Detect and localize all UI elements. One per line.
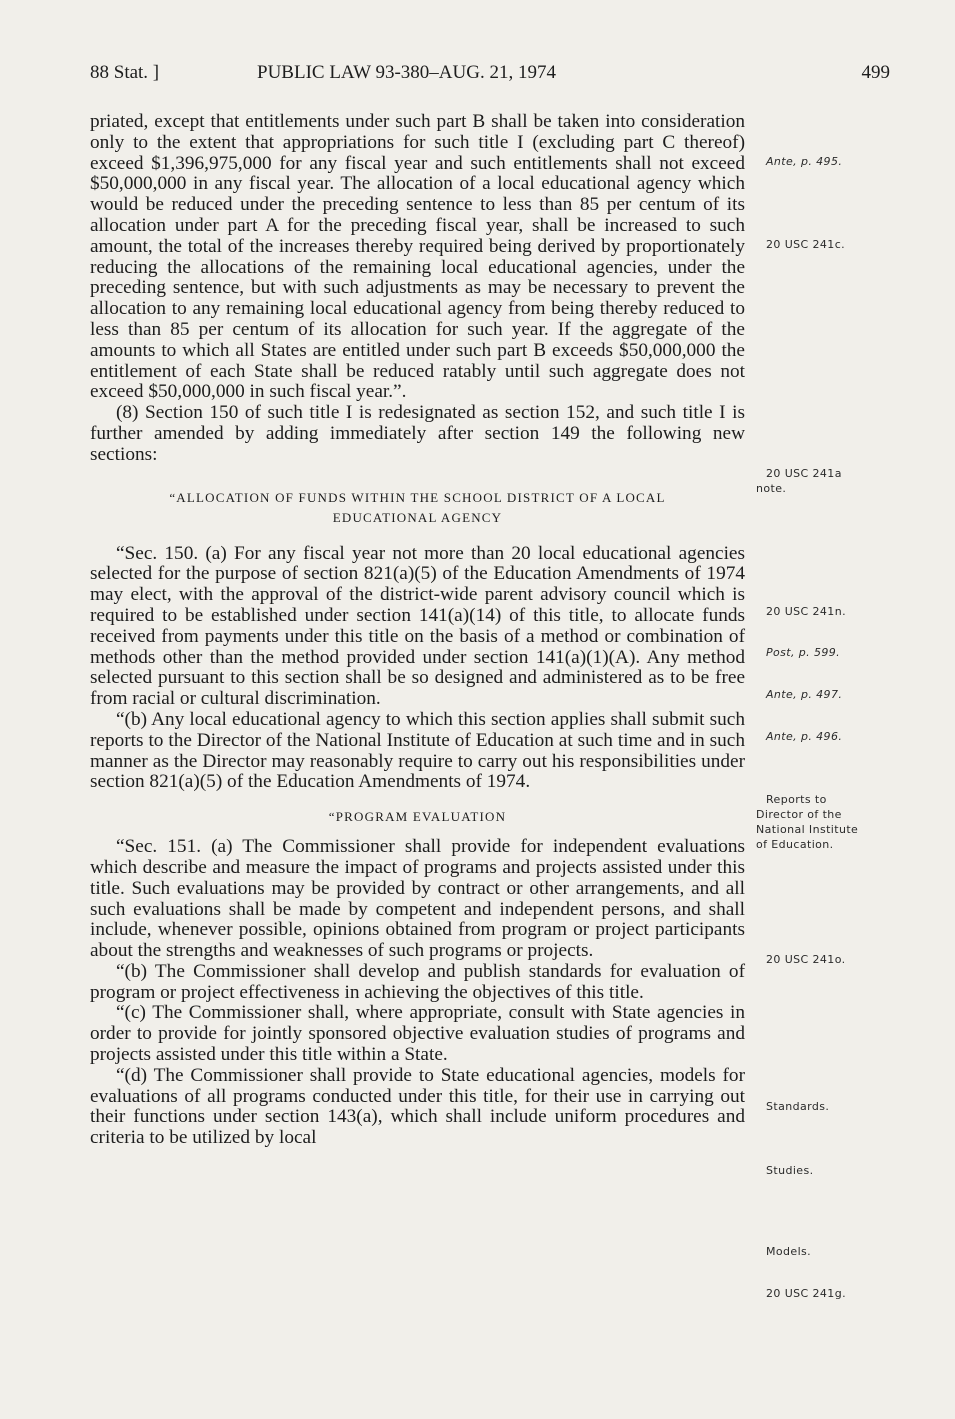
statute-body bbox=[90, 112, 745, 1149]
margin-note: Post, p. 599. bbox=[766, 646, 841, 659]
margin-note: 20 USC 241g. bbox=[766, 1287, 846, 1300]
margin-note: Standards. bbox=[766, 1100, 830, 1113]
margin-note: 20 USC 241n. bbox=[766, 605, 846, 618]
section-heading-allocation-line2: EDUCATIONAL AGENCY bbox=[332, 509, 503, 525]
margin-note: 20 USC 241c. bbox=[766, 238, 846, 251]
margin-note: Ante, p. 497. bbox=[766, 688, 843, 701]
page-number: 499 bbox=[861, 62, 890, 83]
paragraph-sec-151-a: “Sec. 151. (a) The Commissioner shall provide for independent evaluations which describe and measure the impact of programs and projects assisted under this title. Such evaluations may be provided by contract or other arrangements, and all such evaluations shall be made by competent and independent persons, and shall include, whenever possible, opinions obtained from program or project participants about the strengths and weaknesses of such programs or projects. bbox=[90, 836, 745, 962]
paragraph-sec-151-c: “(c) The Commissioner shall, where appropriate, consult with State agencies in order to provide for jointly sponsored objective evaluation studies of programs and projects assisted under this title within a State. bbox=[90, 1002, 745, 1066]
paragraph-sec-150-b: “(b) Any local educational agency to which this section applies shall submit such reports to the Director of the National Institute of Education at such time and in such manner as the Director may reasonably require to carry out his responsibilities under section 821(a)(5) of the Education Amendments of 1974. bbox=[90, 708, 745, 793]
paragraph-sec-150-a: “Sec. 150. (a) For any fiscal year not more than 20 local educational agencies selected for the purpose of section 821(a)(5) of the Education Amendments of 1974 may elect, with the approval of the district-wide parent advisory council which is required to be established under section 141(a)(14) of this title, to allocate funds received from payments under this title on the basis of a method or combination of methods other than the method provided under section 141(a)(1)(A). Any method selected pursuant to this section shall be so designed and administered as to be free from racial or cultural discrimination. bbox=[90, 542, 745, 710]
margin-note: Reports to Director of the National Institute of Education. bbox=[756, 793, 859, 851]
running-header bbox=[90, 62, 890, 88]
header-title: PUBLIC LAW 93-380–AUG. 21, 1974 bbox=[257, 62, 556, 83]
section-heading-allocation-line1: “ALLOCATION OF FUNDS WITHIN THE SCHOOL DISTRICT OF A LOCAL bbox=[169, 489, 666, 505]
margin-note: Ante, p. 496. bbox=[766, 730, 843, 743]
margin-note: Studies. bbox=[766, 1164, 814, 1177]
margin-note: 20 USC 241o. bbox=[766, 953, 846, 966]
volume-reference: 88 Stat. ] bbox=[90, 62, 160, 83]
section-heading-program-evaluation: “PROGRAM EVALUATION bbox=[328, 809, 507, 825]
paragraph-continuation: priated, except that entitlements under such part B shall be taken into consideration only to the extent that appropriations for such title I (excluding part C thereof) exceed $1,396,975,000 for any fiscal year and such entitlements shall not exceed $50,000,000 in any fiscal year. The allocation of a local educational agency which would be reduced under the preceding sentence to less than 85 per centum of its allocation under part A for the preceding fiscal year, shall be increased to such amount, the total of the increases thereby required being derived by proportionately reducing the allocations of the remaining local educational agencies, under the preceding sentence, but with such adjustments as may be necessary to prevent the allocation to any remaining local educational agency from being thereby reduced to less than 85 per centum of its allocation for such year. If the aggregate of the amounts to which all States are entitled under such part B exceeds $50,000,000 the entitlement of each State shall be reduced ratably until such aggregate does not exceed $50,000,000 in such fiscal year.”. bbox=[90, 111, 745, 403]
paragraph-sec-151-d: “(d) The Commissioner shall provide to State educational agencies, models for evaluations of all programs conducted under this title, for their use in carrying out their functions under section 143(a), which shall include uniform procedures and criteria to be utilized by local bbox=[90, 1064, 745, 1149]
margin-note: Ante, p. 495. bbox=[766, 155, 843, 168]
paragraph-sec-151-b: “(b) The Commissioner shall develop and publish standards for evaluation of program or project effectiveness in achieving the objectives of this title. bbox=[90, 960, 745, 1003]
margin-note: Models. bbox=[766, 1245, 812, 1258]
margin-note: 20 USC 241a note. bbox=[756, 467, 842, 495]
paragraph-amendment-8: (8) Section 150 of such title I is redesignated as section 152, and such title I is further amended by adding immediately after section 149 the following new sections: bbox=[90, 402, 745, 465]
